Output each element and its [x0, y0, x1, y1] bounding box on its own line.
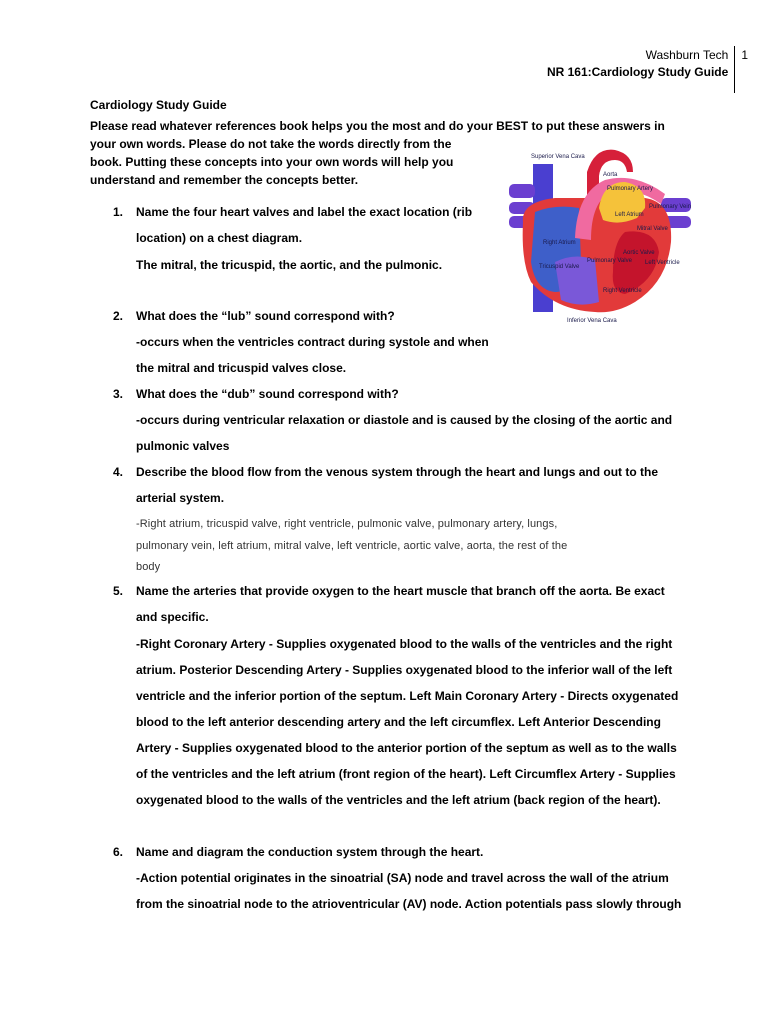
answer-5-line: blood to the left anterior descending artery and the left circumflex. Left Anterior Descending [136, 715, 661, 729]
question-2-line: What does the “lub” sound correspond with? [136, 309, 395, 323]
label-tricuspid-valve: Tricuspid Valve [539, 264, 580, 270]
answer-5-line: -Right Coronary Artery - Supplies oxygenated blood to the walls of the ventricles and the right [136, 637, 673, 651]
label-right-atrium: Right Atrium [543, 240, 576, 246]
question-1-line: Name the four heart valves and label the exact location (rib [136, 205, 473, 219]
answer-2-line: the mitral and tricuspid valves close. [136, 361, 347, 375]
question-5-line: Name the arteries that provide oxygen to the heart muscle that branch off the aorta. Be exact [136, 584, 665, 598]
label-aortic-valve: Aortic Valve [623, 250, 655, 256]
label-superior-vena-cava: Superior Vena Cava [531, 154, 585, 160]
question-number: 6. [113, 845, 124, 859]
label-left-atrium: Left Atrium [615, 212, 644, 218]
label-left-ventricle: Left Ventricle [645, 260, 680, 266]
question-number: 3. [113, 387, 124, 401]
answer-6-line: from the sinoatrial node to the atrioventricular (AV) node. Action potentials pass slowly through [136, 897, 682, 911]
label-mitral-valve: Mitral Valve [637, 226, 668, 232]
label-pulmonary-artery: Pulmonary Artery [607, 186, 654, 192]
answer-5-line: oxygenated blood to the walls of the ventricles and the left atrium (back region of the heart). [136, 793, 661, 807]
question-number: 1. [113, 205, 124, 219]
page-header [547, 46, 748, 93]
question-number: 2. [113, 309, 124, 323]
question-1-line: location) on a chest diagram. [136, 231, 303, 245]
answer-6-line: -Action potential originates in the sinoatrial (SA) node and travel across the wall of the atrium [136, 871, 669, 885]
question-4-line: arterial system. [136, 491, 225, 505]
answer-5-line: of the ventricles and the left atrium (front region of the heart). Left Circumflex Artery - Supplies [136, 767, 676, 781]
left-vessel-upper [509, 184, 535, 198]
label-right-ventricle: Right Ventricle [603, 288, 642, 294]
document-title: Cardiology Study Guide [90, 98, 227, 112]
intro-line: book. Putting these concepts into your own words will help you [90, 155, 454, 169]
answer-4-line: pulmonary vein, left atrium, mitral valve, left ventricle, aortic valve, aorta, the rest of the [136, 540, 568, 552]
answer-5-line: atrium. Posterior Descending Artery - Supplies oxygenated blood to the inferior wall of the left [136, 663, 673, 677]
question-number: 5. [113, 584, 124, 598]
intro-line: your own words. Please do not take the words directly from the [90, 137, 452, 151]
answer-3-line: -occurs during ventricular relaxation or diastole and is caused by the closing of the aortic and [136, 413, 673, 427]
answer-3-line: pulmonic valves [136, 439, 230, 453]
intro-line: Please read whatever references book helps you the most and do your BEST to put these answers in [90, 119, 665, 133]
answer-1: The mitral, the tricuspid, the aortic, and the pulmonic. [136, 258, 443, 272]
header-organization: Washburn Tech [645, 48, 729, 62]
answer-2-line: -occurs when the ventricles contract during systole and when [136, 335, 489, 349]
question-number: 4. [113, 465, 124, 479]
label-aorta: Aorta [603, 172, 618, 178]
label-pulmonary-valve: Pulmonary Valve [587, 258, 632, 264]
heart-diagram [495, 142, 703, 330]
answer-4-line: body [136, 561, 161, 573]
label-inferior-vena-cava: Inferior Vena Cava [567, 318, 617, 324]
page-number: 1 [741, 48, 748, 62]
intro-line: understand and remember the concepts better. [90, 173, 359, 187]
question-5-line: and specific. [136, 610, 209, 624]
question-3-line: What does the “dub” sound correspond with? [136, 387, 399, 401]
answer-5-line: ventricle and the inferior portion of the septum. Left Main Coronary Artery - Directs oxygenated [136, 689, 679, 703]
label-pulmonary-vein: Pulmonary Vein [649, 204, 692, 210]
header-course-title: NR 161:Cardiology Study Guide [546, 65, 729, 79]
answer-4-line: -Right atrium, tricuspid valve, right ventricle, pulmonic valve, pulmonary artery, lungs, [136, 518, 558, 530]
question-6-line: Name and diagram the conduction system through the heart. [136, 845, 484, 859]
answer-5-line: Artery - Supplies oxygenated blood to the anterior portion of the septum as well as to the walls [136, 741, 677, 755]
question-4-line: Describe the blood flow from the venous system through the heart and lungs and out to the [136, 465, 659, 479]
